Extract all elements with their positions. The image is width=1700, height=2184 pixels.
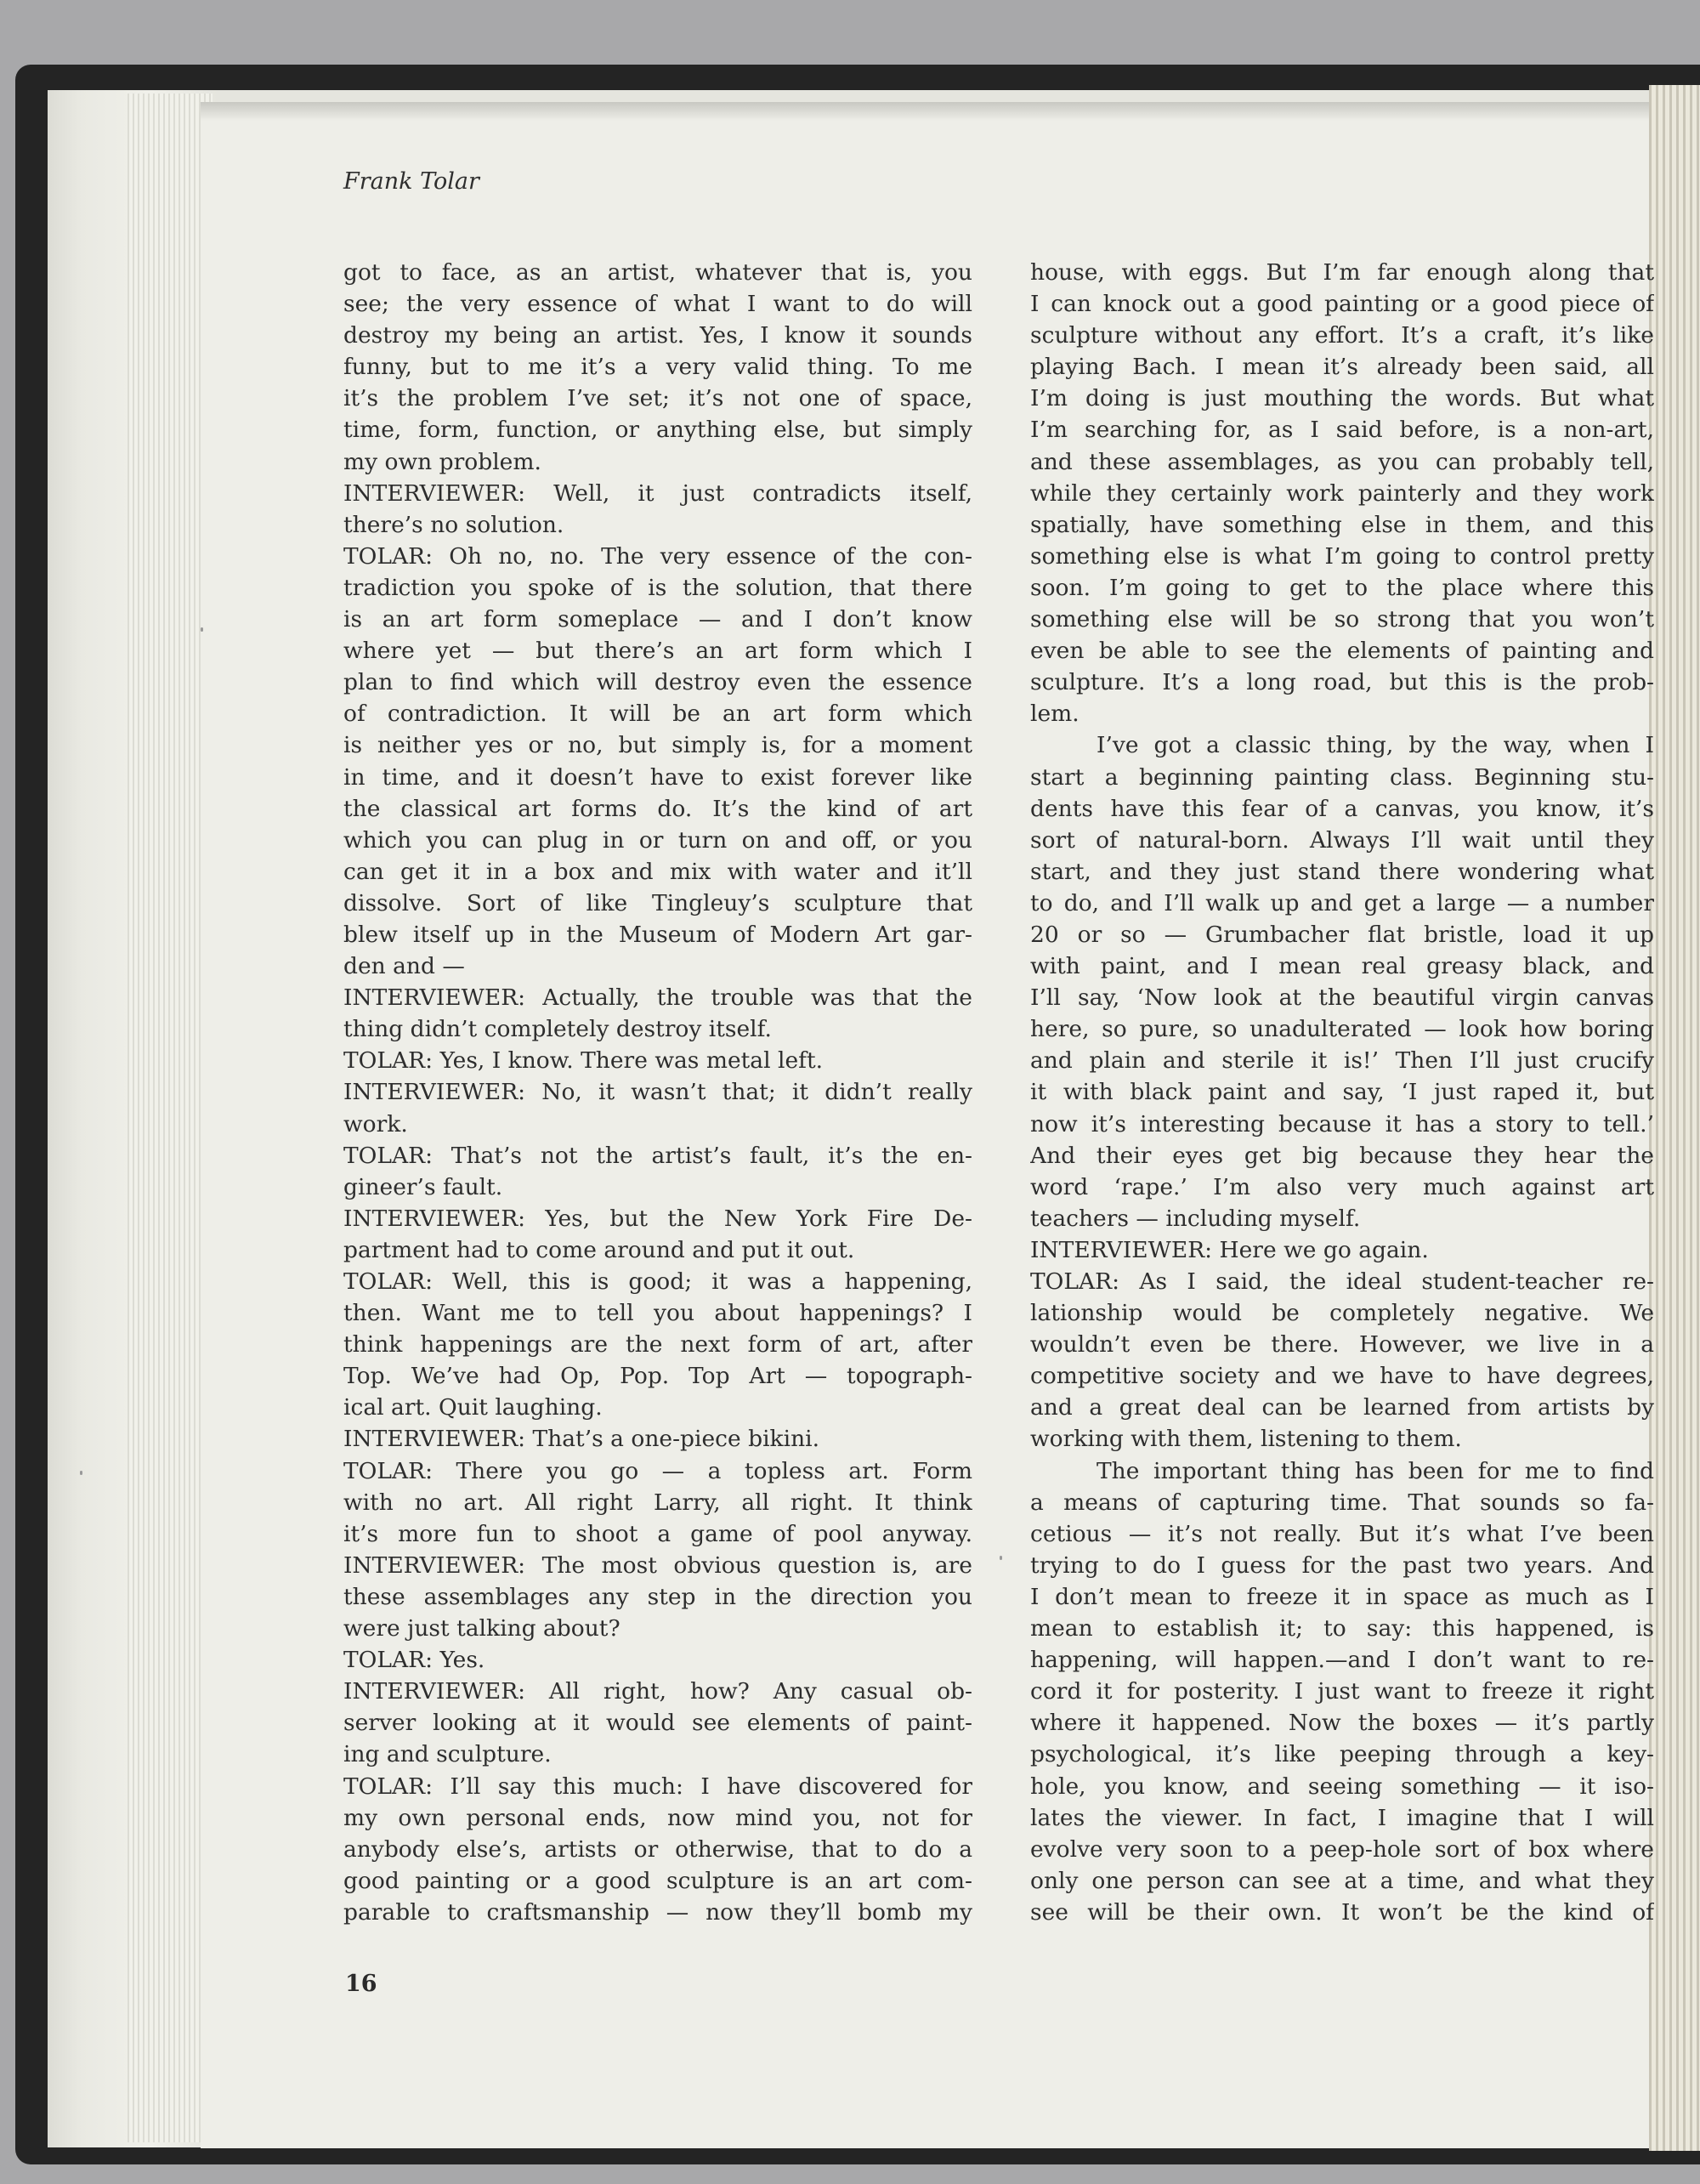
- text-line: time, form, function, or anything else, but simply: [343, 417, 972, 444]
- text-line: hole, you know, and seeing something — it iso-: [1030, 1773, 1654, 1800]
- text-line: dents have this fear of a canvas, you know, it’s: [1030, 795, 1654, 822]
- text-line: funny, but to me it’s a very valid thing. To me: [343, 354, 972, 381]
- text-line: of contradiction. It will be an art form which: [343, 701, 972, 728]
- text-line: evolve very soon to a peep-hole sort of box where: [1030, 1835, 1654, 1863]
- page-top-shadow: [201, 102, 1663, 121]
- text-line: TOLAR: Oh no, no. The very essence of the con-: [343, 542, 972, 570]
- text-line: spatially, have something else in them, and this: [1030, 511, 1654, 538]
- text-line: work.: [343, 1110, 408, 1137]
- text-line: destroy my being an artist. Yes, I know it sounds: [343, 322, 972, 349]
- text-line: INTERVIEWER: Here we go again.: [1030, 1236, 1429, 1263]
- text-line: it’s more fun to shoot a game of pool anyway.: [343, 1520, 972, 1547]
- text-line: where yet — but there’s an art form which I: [343, 638, 972, 665]
- text-line: cord it for posterity. I just want to freeze it right: [1030, 1678, 1654, 1705]
- text-line: INTERVIEWER: Actually, the trouble was that the: [343, 984, 972, 1012]
- text-line: which you can plug in or turn on and off, or you: [343, 826, 972, 854]
- text-line: TOLAR: Well, this is good; it was a happening,: [343, 1268, 972, 1295]
- text-line: with no art. All right Larry, all right. It think: [343, 1489, 972, 1516]
- text-line: then. Want me to tell you about happenings? I: [343, 1300, 972, 1327]
- text-line: now it’s interesting because it has a story to tell.’: [1030, 1110, 1654, 1137]
- text-line: blew itself up in the Museum of Modern Art gar-: [343, 921, 972, 948]
- text-line: is neither yes or no, but simply is, for a moment: [343, 732, 972, 759]
- text-line: think happenings are the next form of art, after: [343, 1331, 972, 1359]
- text-line: lates the viewer. In fact, I imagine that I will: [1030, 1804, 1654, 1831]
- text-line: partment had to come around and put it out.: [343, 1236, 855, 1263]
- page-number: 16: [345, 1971, 377, 1997]
- text-line: house, with eggs. But I’m far enough along that: [1030, 259, 1654, 286]
- text-line: working with them, listening to them.: [1030, 1426, 1462, 1453]
- text-line: TOLAR: That’s not the artist’s fault, it’s the en-: [343, 1142, 972, 1169]
- text-line: got to face, as an artist, whatever that is, you: [343, 259, 972, 286]
- text-line: is an art form someplace — and I don’t know: [343, 606, 972, 633]
- text-line: 20 or so — Grumbacher flat bristle, load it up: [1030, 921, 1654, 948]
- text-line: word ‘rape.’ I’m also very much against art: [1030, 1173, 1654, 1200]
- text-line: it’s the problem I’ve set; it’s not one of space,: [343, 385, 972, 412]
- text-line: here, so pure, so unadulterated — look how boring: [1030, 1016, 1654, 1043]
- text-line: sculpture without any effort. It’s a craft, it’s like: [1030, 322, 1654, 349]
- text-line: ical art. Quit laughing.: [343, 1394, 603, 1421]
- text-line: it with black paint and say, ‘I just raped it, but: [1030, 1079, 1654, 1106]
- text-line: sculpture. It’s a long road, but this is the prob-: [1030, 669, 1654, 696]
- text-line: TOLAR: I’ll say this much: I have discovered for: [343, 1773, 972, 1800]
- text-line: INTERVIEWER: That’s a one-piece bikini.: [343, 1426, 820, 1453]
- text-line: a means of capturing time. That sounds so fa-: [1030, 1489, 1654, 1516]
- text-line: ing and sculpture.: [343, 1741, 552, 1768]
- text-line: plan to find which will destroy even the essence: [343, 669, 972, 696]
- text-line: den and —: [343, 953, 465, 980]
- text-line: anybody else’s, artists or otherwise, that to do a: [343, 1835, 972, 1863]
- text-line: INTERVIEWER: Yes, but the New York Fire De-: [343, 1205, 972, 1232]
- text-line: were just talking about?: [343, 1615, 620, 1642]
- text-line: to do, and I’ll walk up and get a large — a number: [1030, 889, 1654, 916]
- text-line: INTERVIEWER: All right, how? Any casual ob-: [343, 1678, 972, 1705]
- text-line: thing didn’t completely destroy itself.: [343, 1016, 772, 1043]
- text-line: I’ll say, ‘Now look at the beautiful virgin canvas: [1030, 984, 1654, 1012]
- text-line: INTERVIEWER: No, it wasn’t that; it didn’t really: [343, 1079, 972, 1106]
- text-line: dissolve. Sort of like Tingleuy’s sculpture that: [343, 889, 972, 916]
- text-line: soon. I’m going to get to the place where this: [1030, 574, 1654, 601]
- text-line: INTERVIEWER: The most obvious question is, are: [343, 1551, 972, 1579]
- text-line: gineer’s fault.: [343, 1173, 503, 1200]
- text-line: and these assemblages, as you can probably tell,: [1030, 448, 1654, 475]
- text-line: TOLAR: Yes, I know. There was metal left.: [343, 1047, 824, 1075]
- text-line: I’m searching for, as I said before, is a non-art,: [1030, 417, 1654, 444]
- text-line: The important thing has been for me to find: [1096, 1457, 1654, 1484]
- text-line: I don’t mean to freeze it in space as much as I: [1030, 1583, 1654, 1610]
- text-line: server looking at it would see elements of paint-: [343, 1710, 972, 1737]
- text-line: I’ve got a classic thing, by the way, when I: [1096, 732, 1654, 759]
- scan-speck: [1000, 1556, 1002, 1560]
- text-line: playing Bach. I mean it’s already been said, all: [1030, 354, 1654, 381]
- text-line: see will be their own. It won’t be the kind of: [1030, 1898, 1654, 1926]
- text-line: lem.: [1030, 701, 1080, 728]
- text-line: and plain and sterile it is!’ Then I’ll just crucify: [1030, 1047, 1654, 1075]
- text-line: even be able to see the elements of painting and: [1030, 638, 1654, 665]
- text-line: there’s no solution.: [343, 511, 564, 538]
- text-line: with paint, and I mean real greasy black, and: [1030, 953, 1654, 980]
- text-line: my own problem.: [343, 448, 541, 475]
- text-line: see; the very essence of what I want to do will: [343, 291, 972, 318]
- text-line: mean to establish it; to say: this happened, is: [1030, 1615, 1654, 1642]
- text-line: wouldn’t even be there. However, we live in a: [1030, 1331, 1654, 1359]
- text-line: INTERVIEWER: Well, it just contradicts itself,: [343, 479, 972, 507]
- text-line: happening, will happen.—and I don’t want to re-: [1030, 1647, 1654, 1674]
- text-line: in time, and it doesn’t have to exist forever like: [343, 763, 972, 791]
- text-line: my own personal ends, now mind you, not for: [343, 1804, 972, 1831]
- scan-speck: [201, 627, 203, 632]
- text-line: I’m doing is just mouthing the words. But what: [1030, 385, 1654, 412]
- fore-edge: [1649, 85, 1700, 2151]
- text-line: tradiction you spoke of is the solution, that there: [343, 574, 972, 601]
- text-line: good painting or a good sculpture is an art com-: [343, 1867, 972, 1894]
- text-line: only one person can see at a time, and what they: [1030, 1867, 1654, 1894]
- text-line: and a great deal can be learned from artists by: [1030, 1394, 1654, 1421]
- text-line: these assemblages any step in the direction you: [343, 1583, 972, 1610]
- text-line: TOLAR: There you go — a topless art. Form: [343, 1457, 972, 1484]
- text-line: start a beginning painting class. Beginning stu-: [1030, 763, 1654, 791]
- left-column: [343, 257, 972, 1928]
- text-line: where it happened. Now the boxes — it’s partly: [1030, 1710, 1654, 1737]
- text-line: while they certainly work painterly and they work: [1030, 479, 1654, 507]
- text-line: the classical art forms do. It’s the kind of art: [343, 795, 972, 822]
- text-line: lationship would be completely negative. We: [1030, 1300, 1654, 1327]
- text-line: And their eyes get big because they hear the: [1030, 1142, 1654, 1169]
- scan-speck: [80, 1471, 82, 1475]
- text-line: start, and they just stand there wondering what: [1030, 858, 1654, 885]
- text-line: Top. We’ve had Op, Pop. Top Art — topograph-: [343, 1363, 972, 1390]
- text-line: teachers — including myself.: [1030, 1205, 1361, 1232]
- text-line: something else will be so strong that you won’t: [1030, 606, 1654, 633]
- text-line: can get it in a box and mix with water and it’ll: [343, 858, 972, 885]
- text-line: trying to do I guess for the past two years. And: [1030, 1551, 1654, 1579]
- text-line: I can knock out a good painting or a good piece of: [1030, 291, 1654, 318]
- text-line: psychological, it’s like peeping through a key-: [1030, 1741, 1654, 1768]
- text-line: something else is what I’m going to control pretty: [1030, 542, 1654, 570]
- text-line: sort of natural-born. Always I’ll wait until they: [1030, 826, 1654, 854]
- text-line: parable to craftsmanship — now they’ll bomb my: [343, 1898, 972, 1926]
- page-edges: [128, 94, 212, 2142]
- text-line: competitive society and we have to have degrees,: [1030, 1363, 1654, 1390]
- text-line: cetious — it’s not really. But it’s what I’ve been: [1030, 1520, 1654, 1547]
- right-column: [1030, 257, 1654, 1928]
- text-line: TOLAR: Yes.: [343, 1647, 485, 1674]
- text-line: TOLAR: As I said, the ideal student-teacher re-: [1030, 1268, 1654, 1295]
- running-header: Frank Tolar: [343, 168, 479, 195]
